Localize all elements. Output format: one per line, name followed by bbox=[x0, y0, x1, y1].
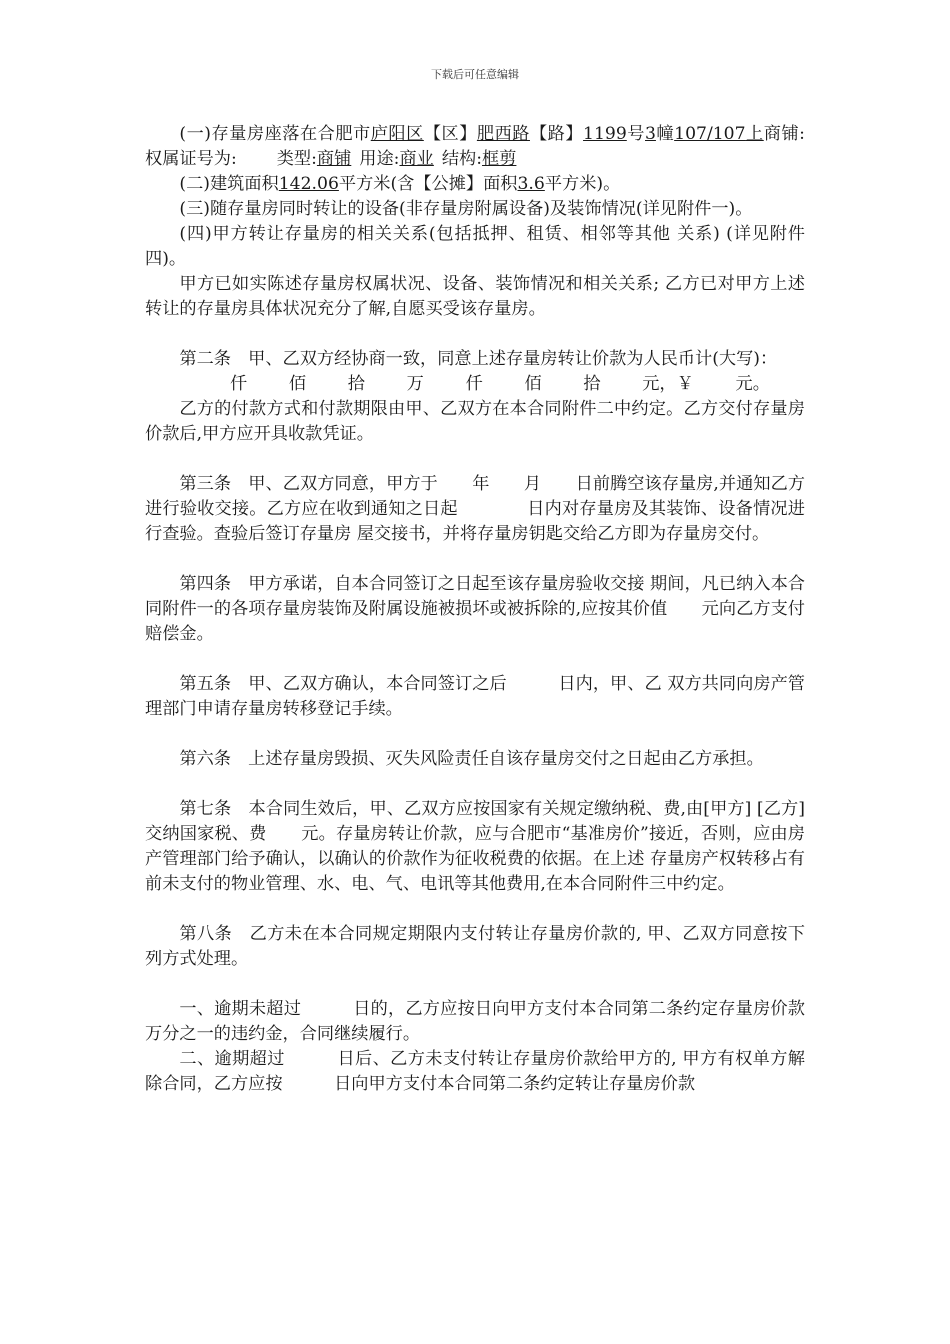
article-4: 第四条 甲方承诺，自本合同签订之日起至该存量房验收交接 期间，凡已纳入本合同附件一的各项存量房装饰及附属设施被损坏或被拆除的,应按其价值 元向乙方支付赔偿金。 bbox=[145, 574, 805, 644]
amount-in-words-line: 仟 佰 拾 万 仟 佰 拾 元，￥ 元。 bbox=[230, 374, 770, 394]
article-8-clause-1: 一、逾期未超过 日的，乙方应按日向甲方支付本合同第二条约定存量房价款万分之一的违约金，合同继续履行。 bbox=[145, 999, 805, 1044]
article-2-payment: 乙方的付款方式和付款期限由甲、乙双方在本合同附件二中约定。乙方交付存量房价款后,甲方应开具收款凭证。 bbox=[145, 399, 805, 444]
confirmation-paragraph: 甲方已如实陈述存量房权属状况、设备、装饰情况和相关关系; 乙方已对甲方上述转让的存量房具体状况充分了解,自愿买受该存量房。 bbox=[145, 274, 805, 319]
article-8-clause-2: 二、逾期超过 日后、乙方未支付转让存量房价款给甲方的, 甲方有权单方解除合同，乙方应按 日向甲方支付本合同第二条约定转让存量房价款 bbox=[145, 1049, 805, 1094]
relations-paragraph: (四)甲方转让存量房的相关关系(包括抵押、租赁、相邻等其他 关系) (详见附件四)。 bbox=[145, 224, 805, 269]
page-header: 下载后可任意编辑 bbox=[431, 68, 519, 81]
article-7: 第七条 本合同生效后，甲、乙双方应按国家有关规定缴纳税、费,由[甲方] [乙方]交纳国家税、费 元。存量房转让价款，应与合肥市“基准房价”接近，否则，应由房产管理部门给予确认，以确认的价款作为征收税费的依据。在上述 存量房产权转移占有前未支付的物业管理、水、电、气、电讯等其他费用,在本合同附件三中约定。 bbox=[145, 799, 805, 894]
article-6: 第六条 上述存量房毁损、灭失风险责任自该存量房交付之日起由乙方承担。 bbox=[179, 749, 764, 769]
article-2-price: 第二条 甲、乙双方经协商一致，同意上述存量房转让价款为人民币计(大写)： bbox=[179, 349, 778, 369]
article-3: 第三条 甲、乙双方同意，甲方于 年 月 日前腾空该存量房,并通知乙方进行验收交接。乙方应在收到通知之日起 日内对存量房及其装饰、设备情况进行查验。查验后签订存量房 屋交接书，并将存量房钥匙交给乙方即为存量房交付。 bbox=[145, 474, 805, 544]
contract-body bbox=[145, 122, 805, 1097]
building-area-paragraph: (二)建筑面积142.06平方米(含【公摊】面积3.6平方米)。 bbox=[179, 174, 621, 194]
equipment-paragraph: (三)随存量房同时转让的设备(非存量房附属设备)及装饰情况(详见附件一)。 bbox=[179, 199, 753, 219]
article-8: 第八条 乙方未在本合同规定期限内支付转让存量房价款的, 甲、乙双方同意按下列方式处理。 bbox=[145, 924, 805, 969]
article-5: 第五条 甲、乙双方确认，本合同签订之后 日内，甲、乙 双方共同向房产管理部门申请存量房转移登记手续。 bbox=[145, 674, 805, 719]
property-location-paragraph: (一)存量房座落在合肥市庐阳区【区】肥西路【路】1199号3幢107/107上商铺:权属证号为: 类型:商铺 用途:商业 结构:框剪 bbox=[145, 124, 805, 169]
